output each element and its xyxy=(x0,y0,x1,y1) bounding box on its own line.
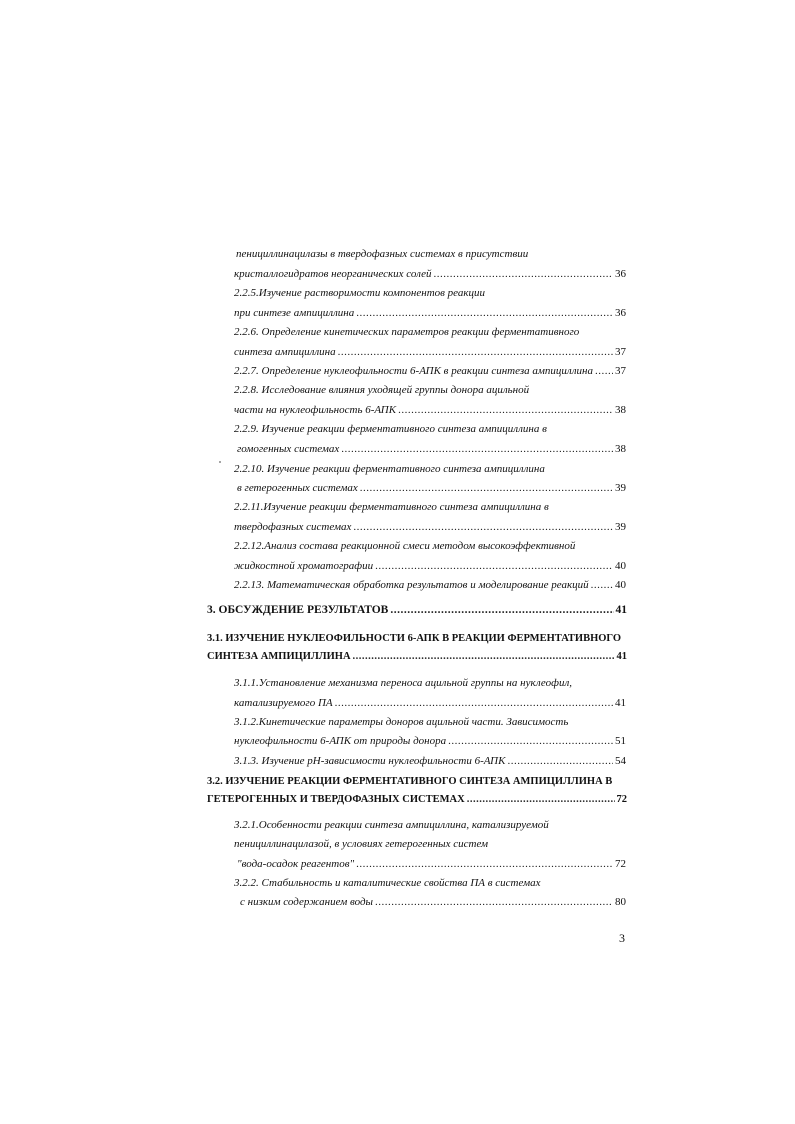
dot-leader xyxy=(467,794,615,805)
toc-line: "вода-осадок реагентов" ..... 72 xyxy=(237,850,626,870)
dot-leader xyxy=(341,443,613,455)
toc-line: кристаллогидратов неорганических солей ..... 36 xyxy=(234,260,626,280)
dot-leader xyxy=(448,735,613,747)
toc-line: 2.2.9. Изучение реакции ферментативного синтеза ампициллина в xyxy=(234,423,547,435)
toc-line: в гетерогенных системах ..... 39 xyxy=(237,474,626,494)
toc-line: 3.1.3. Изучение рН-зависимости нуклеофильности 6-АПК ..... 54 xyxy=(234,747,626,767)
dot-leader xyxy=(507,755,613,767)
toc-line: синтеза ампициллина ..... 37 xyxy=(234,338,626,358)
toc-line: 3.1.2.Кинетические параметры доноров ацильной части. Зависимость xyxy=(234,716,569,728)
toc-line: 3.1.1.Установление механизма переноса ацильной группы на нуклеофил, xyxy=(234,677,572,689)
toc-section: 3.2. ИЗУЧЕНИЕ РЕАКЦИИ ФЕРМЕНТАТИВНОГО СИНТЕЗА АМПИЦИЛЛИНА В xyxy=(207,776,613,787)
toc-line: 2.2.13. Математическая обработка результатов и моделирование реакций ..... 40 xyxy=(234,571,626,591)
dot-leader xyxy=(390,604,613,616)
toc-line: части на нуклеофильность 6-АПК ..... 38 xyxy=(234,396,626,416)
toc-section: ГЕТЕРОГЕННЫХ И ТВЕРДОФАЗНЫХ СИСТЕМАХ ..... 72 xyxy=(207,785,627,805)
toc-line: гомогенных системах ..... 38 xyxy=(237,435,626,455)
page-number: 3 xyxy=(619,931,625,945)
toc-line: жидкостной хроматографии ..... 40 xyxy=(234,552,626,572)
toc-line: 2.2.6. Определение кинетических параметров реакции ферментативного xyxy=(234,326,580,338)
toc-line: 2.2.10. Изучение реакции ферментативного синтеза ампициллина xyxy=(234,463,545,475)
toc-line: 3.2.1.Особенности реакции синтеза ампициллина, катализируемой xyxy=(234,819,549,831)
toc-line: при синтезе ампициллина ..... 36 xyxy=(234,299,626,319)
toc-line: нуклеофильности 6-АПК от природы донора ..... 51 xyxy=(234,727,626,747)
dot-leader xyxy=(591,579,613,591)
dot-leader xyxy=(353,651,615,662)
toc-line: 2.2.8. Исследование влияния уходящей группы донора ацильной xyxy=(234,384,530,396)
toc-chapter: 3. ОБСУЖДЕНИЕ РЕЗУЛЬТАТОВ ..... 41 xyxy=(207,596,627,616)
toc-line: пенициллинацилазой, в условиях гетерогенных систем xyxy=(234,838,489,850)
toc-line: пенициллинацилазы в твердофазных системах в присутствии xyxy=(236,248,529,260)
toc-line: 2.2.12.Анализ состава реакционной смеси методом высокоэффективной xyxy=(234,540,576,552)
scan-speck xyxy=(219,461,221,463)
toc-line: катализируемого ПА ..... 41 xyxy=(234,689,626,709)
toc-line: 2.2.11.Изучение реакции ферментативного синтеза ампициллина в xyxy=(234,501,549,513)
toc-line: 3.2.2. Стабильность и каталитические свойства ПА в системах xyxy=(234,877,541,889)
toc-section: 3.1. ИЗУЧЕНИЕ НУКЛЕОФИЛЬНОСТИ 6-АПК В РЕАКЦИИ ФЕРМЕНТАТИВНОГО xyxy=(207,633,621,644)
toc-line: 2.2.7. Определение нуклеофильности 6-АПК в реакции синтеза ампициллина ..... 37 xyxy=(234,357,626,377)
dot-leader xyxy=(375,896,613,908)
toc-line: 2.2.5.Изучение растворимости компонентов реакции xyxy=(234,287,486,299)
toc-line: твердофазных системах ..... 39 xyxy=(234,513,626,533)
toc-section: СИНТЕЗА АМПИЦИЛЛИНА ..... 41 xyxy=(207,642,627,662)
toc-line: с низким содержанием воды ..... 80 xyxy=(240,888,626,908)
